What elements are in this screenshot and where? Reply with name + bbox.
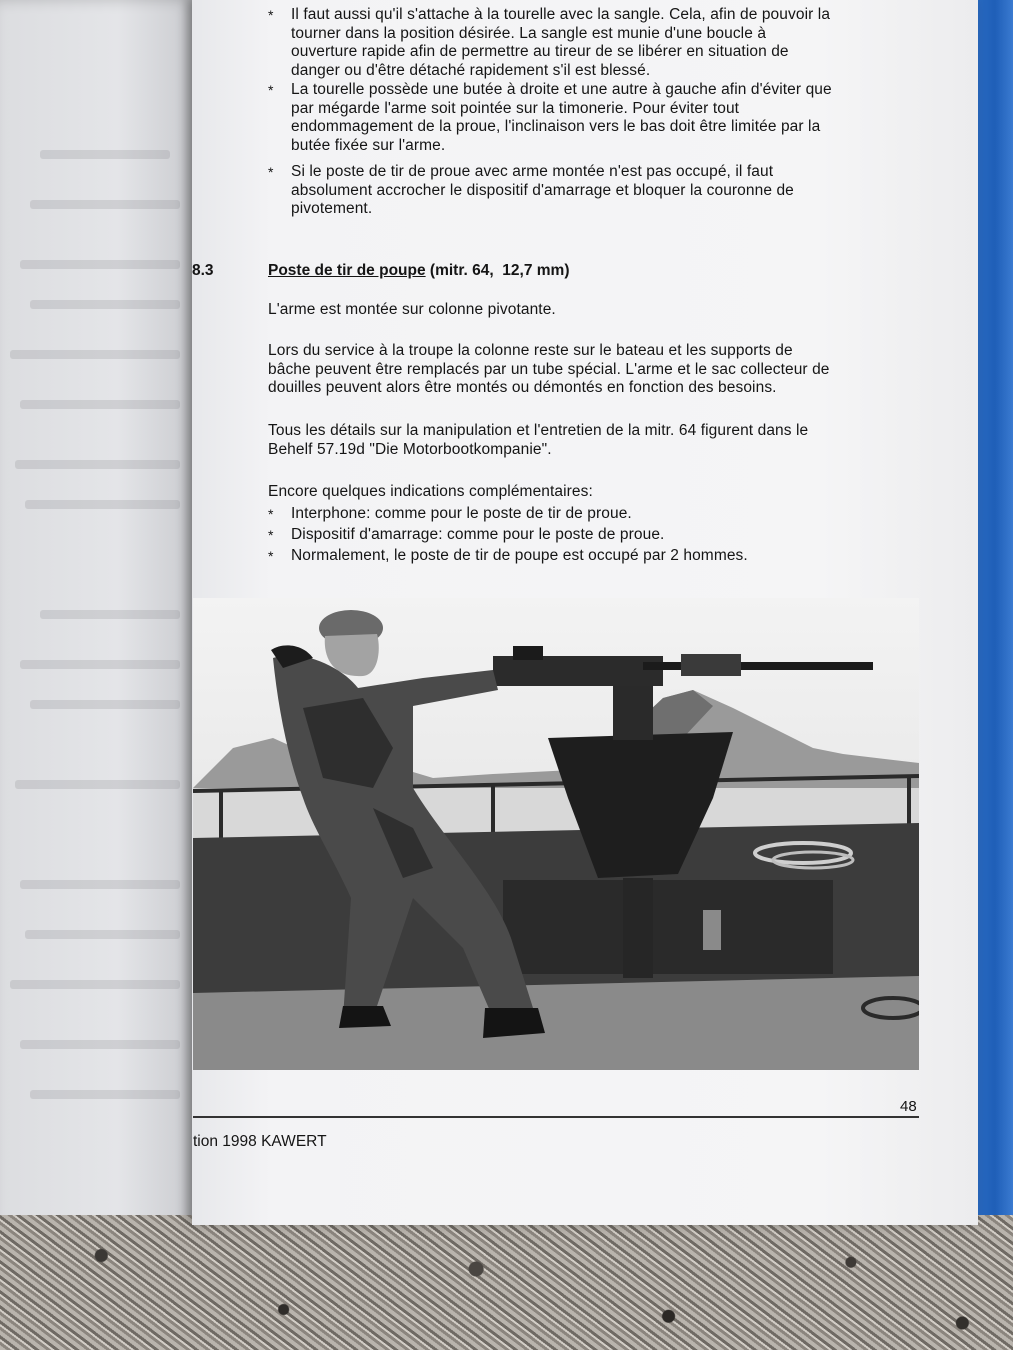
- table-surface: [0, 1215, 1013, 1350]
- paragraph-line: Tous les détails sur la manipulation et l'entretien de la mitr. 64 figurent dans le: [268, 422, 809, 439]
- bullet-line: butée fixée sur l'arme.: [291, 136, 446, 154]
- bullet-line: danger ou d'être détaché rapidement s'il est blessé.: [291, 61, 651, 79]
- bullet-line: absolument accrocher le dispositif d'amarrage et bloquer la couronne de: [291, 181, 794, 199]
- bullet-line: par mégarde l'arme soit pointée sur la timonerie. Pour éviter tout: [291, 99, 740, 117]
- page-number: 48: [900, 1098, 917, 1115]
- paragraph-line: bâche peuvent être remplacés par un tube spécial. L'arme et le sac collecteur de: [268, 360, 830, 378]
- section-title: [268, 262, 569, 280]
- paragraph-line: Lors du service à la troupe la colonne reste sur le bateau et les supports de: [268, 342, 793, 359]
- bullet-marker: *: [268, 506, 274, 522]
- bullet-line: Si le poste de tir de proue avec arme montée n'est pas occupé, il faut: [291, 163, 774, 180]
- bullet-marker: *: [268, 527, 274, 543]
- footer-edition: tion 1998 KAWERT: [193, 1133, 327, 1150]
- paragraph: [268, 342, 918, 398]
- bullet-line: Interphone: comme pour le poste de tir de proue.: [291, 505, 632, 522]
- bullet-line: Il faut aussi qu'il s'attache à la tourelle avec la sangle. Cela, afin de pouvoir la: [291, 6, 831, 23]
- bullet-line: Dispositif d'amarrage: comme pour le poste de proue.: [291, 526, 665, 543]
- paragraph: [268, 301, 918, 320]
- photo-gunner-on-boat: [193, 598, 919, 1070]
- bullet-line: Normalement, le poste de tir de poupe est occupé par 2 hommes.: [291, 547, 748, 564]
- paragraph-line: Encore quelques indications complémentaires:: [268, 483, 593, 500]
- previous-page: [0, 0, 196, 1350]
- paragraph-line: douilles peuvent alors être montés ou démontés en fonction des besoins.: [268, 379, 777, 397]
- bullet-line: pivotement.: [291, 200, 373, 218]
- bullet-line: tourner dans la position désirée. La sangle est munie d'une boucle à: [291, 24, 767, 42]
- paragraph: [268, 422, 918, 459]
- footer-divider: [193, 1116, 919, 1118]
- section-number: 8.3: [192, 262, 214, 279]
- bullet-line: ouverture rapide afin de permettre au tireur de se libérer en situation de: [291, 43, 789, 61]
- paragraph: [268, 483, 918, 502]
- bullet-marker: *: [268, 548, 274, 564]
- paragraph-line: L'arme est montée sur colonne pivotante.: [268, 301, 556, 318]
- bullet-line: La tourelle possède une butée à droite et une autre à gauche afin d'éviter que: [291, 81, 832, 98]
- section-title-detail: (mitr. 64, 12,7 mm): [425, 262, 570, 279]
- bullet-marker: *: [268, 7, 274, 23]
- bullet-marker: *: [268, 164, 274, 180]
- paragraph-line: Behelf 57.19d "Die Motorbootkompanie".: [268, 440, 552, 458]
- bullet-marker: *: [268, 82, 274, 98]
- section-title-main: Poste de tir de poupe: [268, 262, 426, 279]
- bullet-line: endommagement de la proue, l'inclinaison vers le bas doit être limitée par la: [291, 118, 821, 136]
